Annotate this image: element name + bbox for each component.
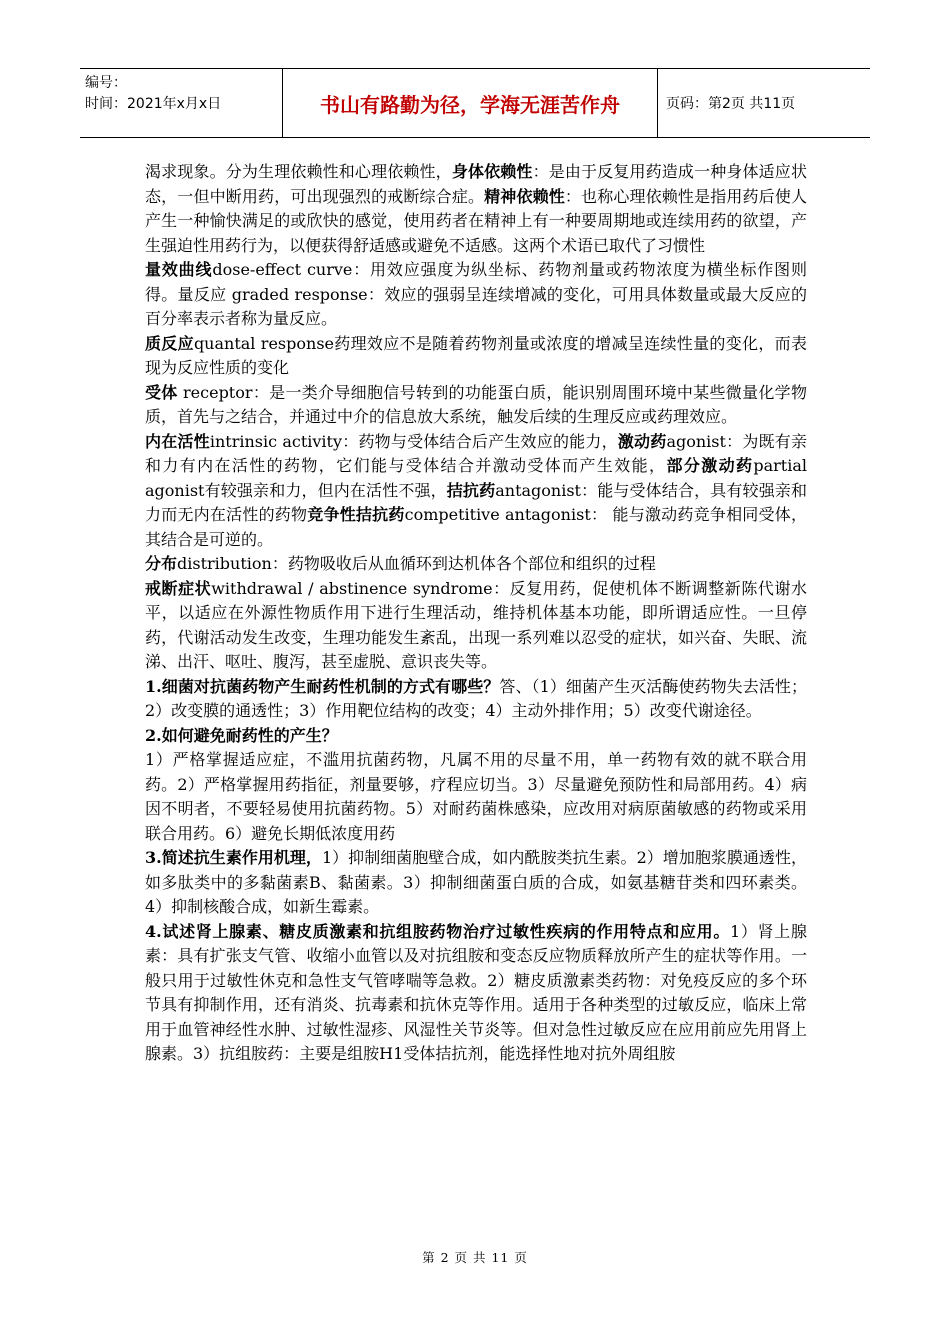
bold-term: 精神依赖性 — [484, 186, 565, 206]
bold-term: 质反应 — [145, 333, 194, 353]
document-time-label: 时间：2021年x月x日 — [85, 96, 222, 112]
page-footer: 第 2 页 共 11 页 — [422, 1250, 528, 1265]
page-header — [80, 68, 870, 138]
text-run: antagonist：能与受体结合，具有较强亲和力而无内在活性的药物 — [145, 480, 807, 524]
header-meta — [80, 69, 283, 137]
bold-term: 1.细菌对抗菌药物产生耐药性机制的方式有哪些？ — [145, 676, 500, 696]
document-body — [145, 160, 807, 1067]
bold-term: 受体 — [145, 382, 178, 402]
bold-term: 戒断症状 — [145, 578, 212, 598]
header-motto: 书山有路勤为径，学海无涯苦作舟 — [283, 69, 658, 137]
text-run: 1）肾上腺素：具有扩张支气管、收缩小血管以及对抗组胺和变态反应物质释放所产生的症状等作用。一般只用于过敏性休克和急性支气管哮喘等急救。2）糖皮质激素类药物：对免疫反应的多个环节具有抑制作用，还有消炎、抗毒素和抗休克等作用。适用于各种类型的过敏反应，临床上常用于血管神经性水肿、过敏性湿疹、风湿性关节炎等。但对急性过敏反应在应用前应先用肾上腺素。3）抗组胺药：主要是组胺H1受体拮抗剂，能选择性地对抗外周组胺 — [145, 921, 807, 1063]
text-run: 答、（1）细菌产生灭活酶使药物失去活性；2）改变膜的通透性；3）作用靶位结构的改变；4）主动外排作用；5）改变代谢途径。 — [145, 676, 807, 720]
paragraph — [145, 846, 807, 920]
bold-term: 激动药 — [617, 431, 667, 451]
text-run: receptor：是一类介导细胞信号转到的功能蛋白质，能识别周围环境中某些微量化学物质，首先与之结合，并通过中介的信息放大系统，触发后续的生理反应或药理效应。 — [145, 382, 807, 426]
paragraph — [145, 920, 807, 1067]
text-run: partial agonist有较强亲和力，但内在活性不强， — [145, 456, 807, 500]
paragraph — [145, 160, 807, 258]
text-run: competitive antagonist： 能与激动药竞争相同受体，其结合是可逆的。 — [145, 505, 807, 549]
header-page-number: 页码：第2页 共11页 — [666, 96, 796, 112]
text-run: 1）抑制细菌胞壁合成，如内酰胺类抗生素。2）增加胞浆膜通透性，如多肽类中的多黏菌素B、黏菌素。3）抑制细菌蛋白质的合成，如氨基糖苷类和四环素类。4）抑制核酸合成，如新生霉素。 — [145, 848, 807, 916]
bold-term: 分布 — [145, 554, 178, 573]
text-run: ：是由于反复用药造成一种身体适应状态，一但中断用药，可出现强烈的戒断综合症。 — [145, 162, 807, 206]
paragraph — [145, 552, 807, 577]
paragraph — [145, 724, 807, 749]
paragraph — [145, 430, 807, 553]
text-run: withdrawal / abstinence syndrome：反复用药，促使机体不断调整新陈代谢水平，以适应在外源性物质作用下进行生理活动，维持机体基本功能，即所谓适应性。一旦停药，代谢活动发生改变，生理功能发生紊乱，出现一系列难以忍受的症状，如兴奋、失眠、流涕、出汗、呕吐、腹泻，甚至虚脱、意识丧失等。 — [145, 578, 807, 671]
document-number-label: 编号： — [85, 75, 127, 91]
paragraph — [145, 748, 807, 846]
bold-term: 拮抗药 — [446, 480, 496, 500]
text-run: intrinsic activity：药物与受体结合后产生效应的能力， — [209, 431, 618, 451]
bold-term: 竞争性拮抗药 — [307, 505, 405, 524]
paragraph — [145, 381, 807, 430]
bold-term: 2.如何避免耐药性的产生？ — [145, 725, 338, 745]
bold-term: 3.简述抗生素作用机理， — [145, 848, 322, 867]
text-run: 渴求现象。分为生理依赖性和心理依赖性， — [145, 162, 452, 181]
text-run: dose-effect curve：用效应强度为纵坐标、药物剂量或药物浓度为横坐标作图则得。量反应 graded response：效应的强弱呈连续增减的变化，可用具体数量或最大反应的百分率表示者称为量反应。 — [145, 260, 807, 328]
text-run: 1）严格掌握适应症，不滥用抗菌药物，凡属不用的尽量不用，单一药物有效的就不联合用药。2）严格掌握用药指征，剂量要够，疗程应切当。3）尽量避免预防性和局部用药。4）病因不明者，不要轻易使用抗菌药物。5）对耐药菌株感染，应改用对病原菌敏感的药物或采用联合用药。6）避免长期低浓度用药 — [145, 750, 807, 843]
text-run: distribution：药物吸收后从血循环到达机体各个部位和组织的过程 — [177, 554, 656, 573]
bold-term: 4.试述肾上腺素、糖皮质激素和抗组胺药物治疗过敏性疾病的作用特点和应用。 — [145, 921, 731, 941]
bold-term: 内在活性 — [145, 431, 210, 451]
text-run: quantal response药理效应不是随着药物剂量或浓度的增减呈连续性量的变化，而表现为反应性质的变化 — [145, 333, 807, 377]
bold-term: 部分激动药 — [666, 456, 754, 475]
text-run: agonist：为既有亲和力有内在活性的药物，它们能与受体结合并激动受体而产生效能， — [145, 431, 807, 475]
text-run: ：也称心理依赖性是指用药后使人产生一种愉快满足的或欣快的感觉，使用药者在精神上有一种要周期地或连续用药的欲望，产生强迫性用药行为，以便获得舒适感或避免不适感。这两个术语已取代了习惯性 — [145, 186, 807, 255]
paragraph — [145, 258, 807, 332]
bold-term: 量效曲线 — [145, 260, 213, 279]
paragraph — [145, 675, 807, 724]
paragraph — [145, 577, 807, 675]
paragraph — [145, 332, 807, 381]
bold-term: 身体依赖性 — [451, 162, 533, 181]
